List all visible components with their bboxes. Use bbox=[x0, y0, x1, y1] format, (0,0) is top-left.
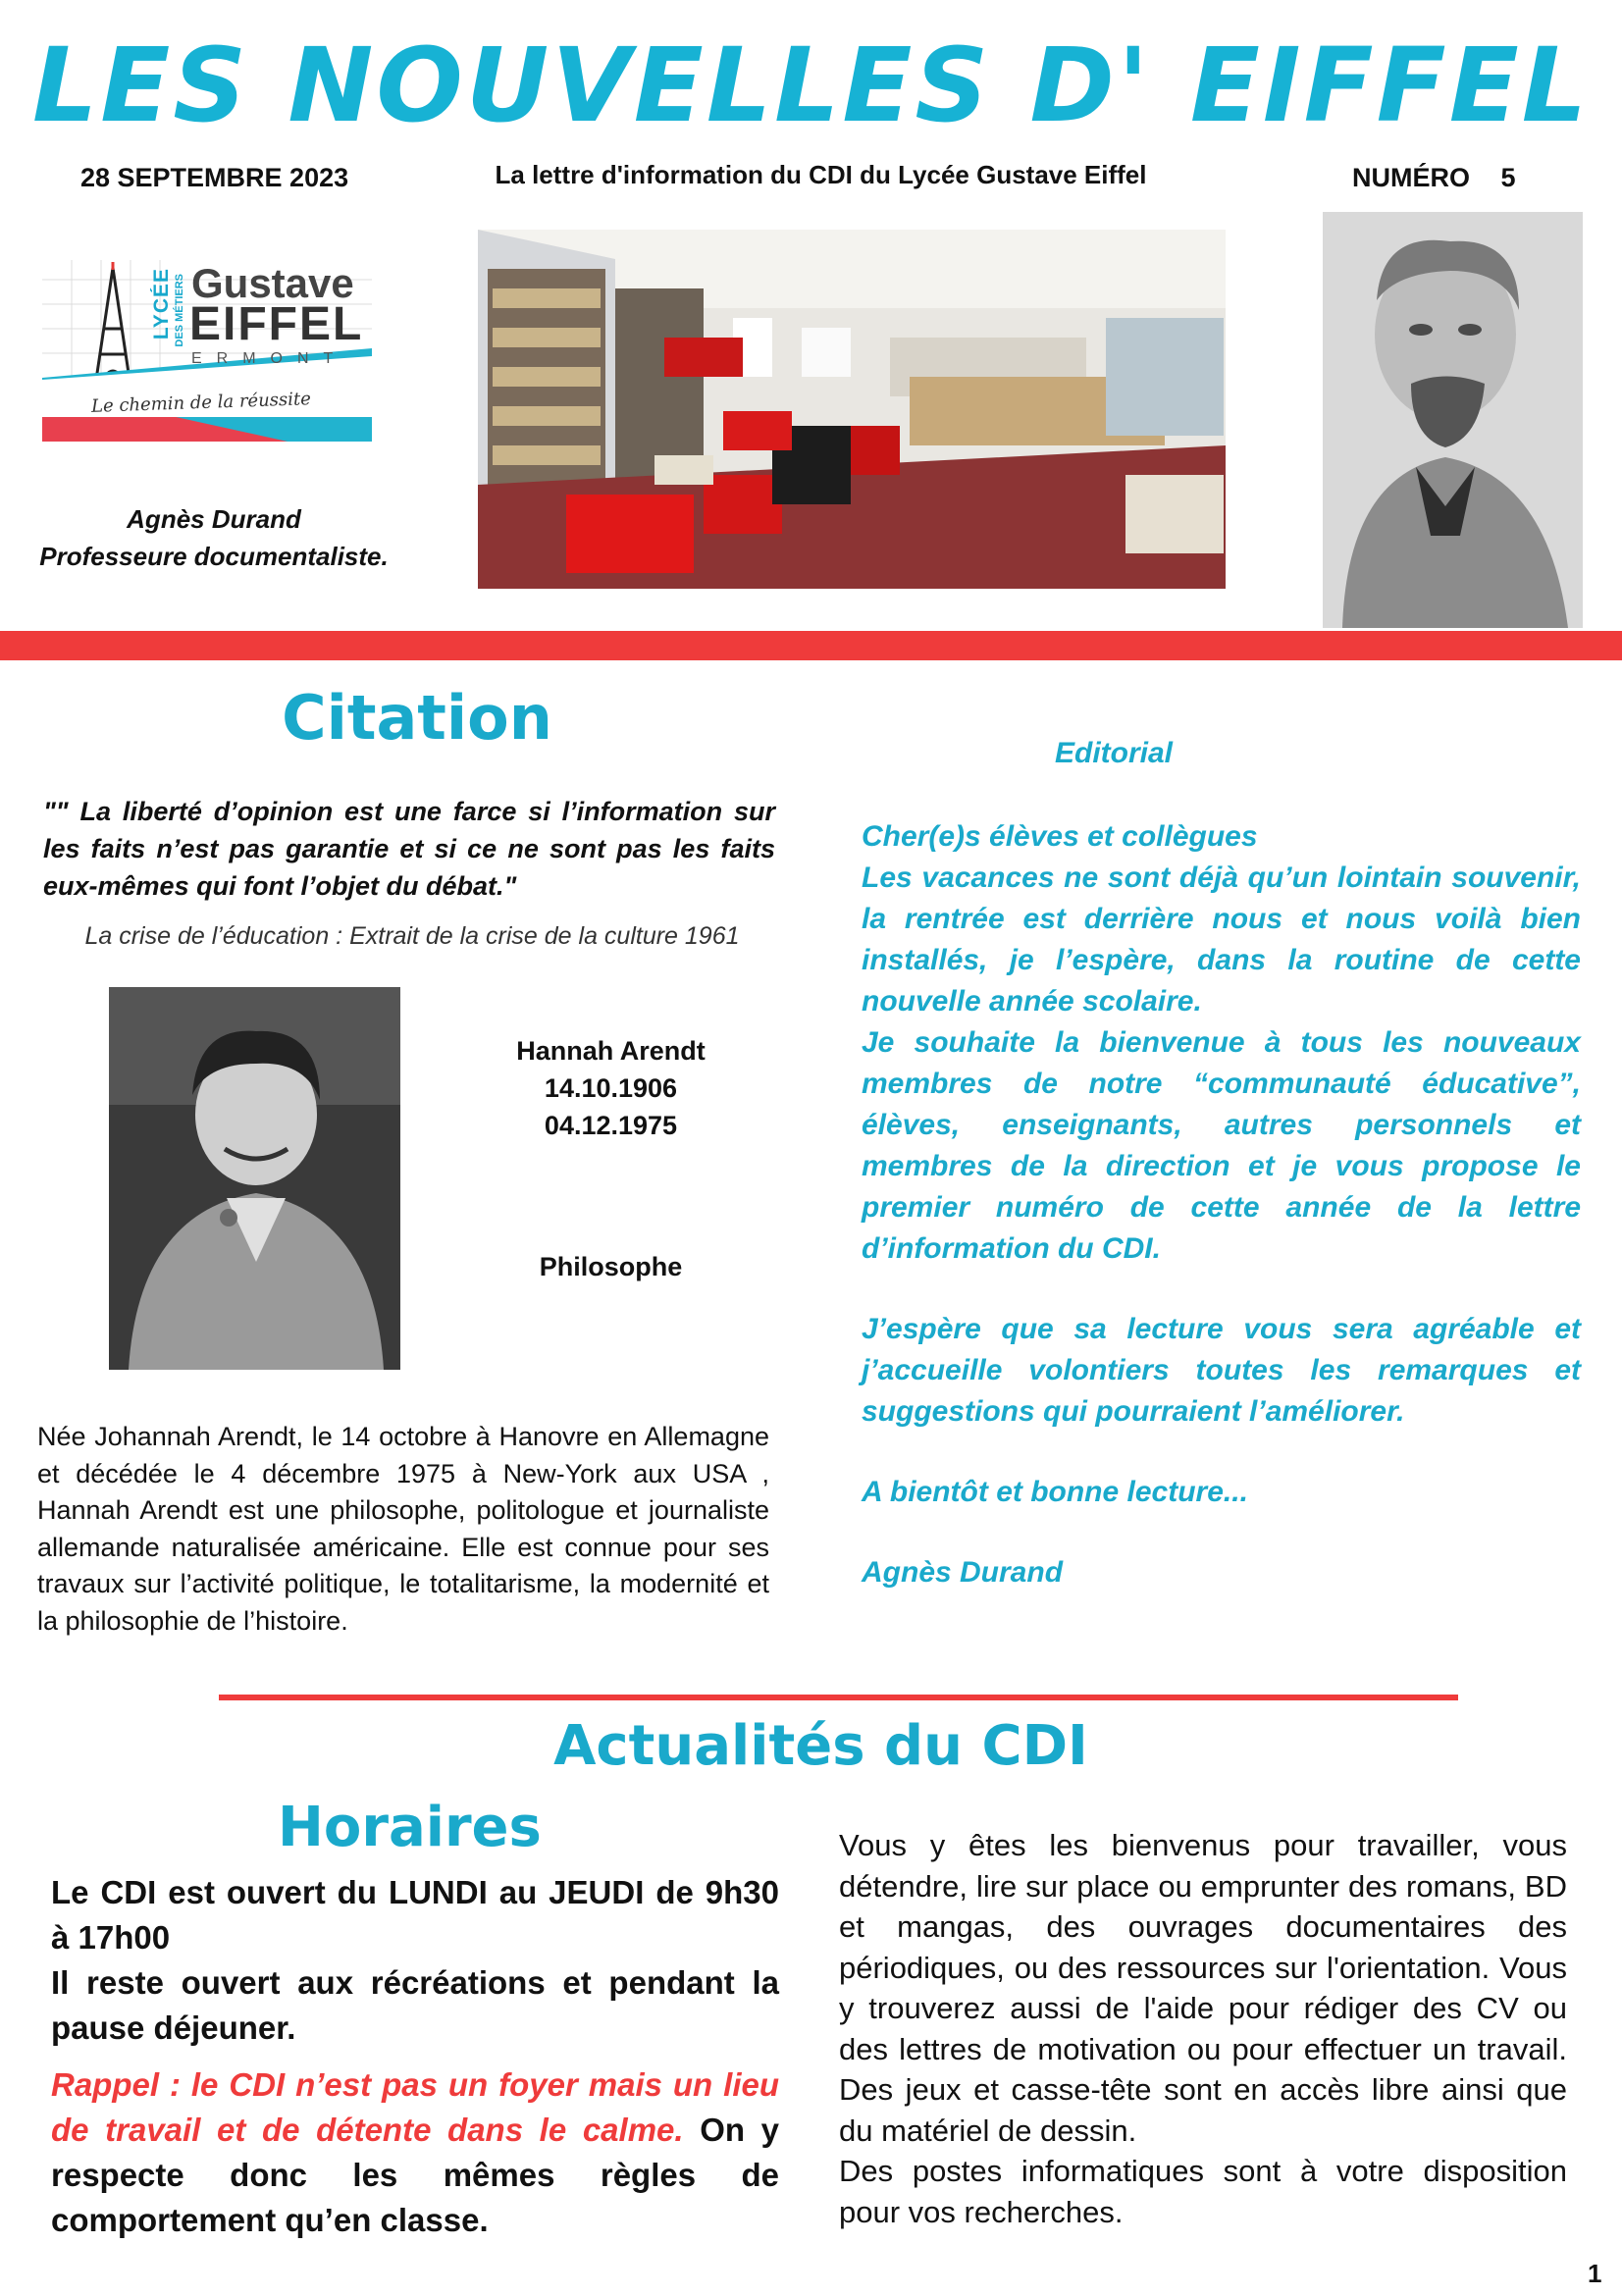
logo-metiers-text: DES MÉTIERS bbox=[174, 274, 185, 347]
author-role: Professeure documentaliste. bbox=[39, 542, 389, 571]
reminder-text: Rappel : le CDI n’est pas un foyer mais un lieu de travail et de détente dans le calme. bbox=[51, 2066, 779, 2148]
editorial-signature: Agnès Durand bbox=[862, 1556, 1064, 1589]
break-opening: Il reste ouvert aux récréations et pendant la pause déjeuner. bbox=[51, 1964, 779, 2046]
hannah-arendt-photo bbox=[109, 987, 400, 1370]
issue-number: 5 bbox=[1500, 163, 1516, 192]
arendt-name: Hannah Arendt bbox=[516, 1036, 706, 1066]
library-photo bbox=[478, 230, 1226, 589]
author-name: Agnès Durand bbox=[127, 504, 301, 534]
editorial-body bbox=[862, 816, 1581, 1593]
editorial-paragraph-3: J’espère que sa lecture vous sera agréable et j’accueille volontiers toutes les remarques et suggestions qui pourraient l’améliorer. bbox=[862, 1313, 1581, 1428]
arendt-death-date: 04.12.1975 bbox=[544, 1111, 678, 1140]
editorial-heading: Editorial bbox=[1054, 737, 1174, 769]
horaires-block bbox=[51, 1870, 779, 2243]
actualites-heading: Actualités du CDI bbox=[553, 1714, 1088, 1778]
services-description: Vous y êtes les bienvenus pour travailler, vous détendre, lire sur place ou emprunter des romans, BD et mangas, des ouvrages documentaires des périodiques, ou des ressources sur l'orientation. Vous y trouverez aussi de l'aide pour rédiger des CV ou des lettres de motivation ou pour effectuer un travail. Des jeux et casse-tête sont en accès libre ainsi que du matériel de dessin. bbox=[839, 1828, 1567, 2148]
editorial-paragraph-1: Les vacances ne sont déjà qu’un lointain souvenir, la rentrée est derrière nous et nous voilà bien installés, je l’espère, dans la routine de cette nouvelle année scolaire. bbox=[862, 861, 1581, 1018]
gustave-eiffel-portrait bbox=[1323, 212, 1583, 628]
newsletter-title: LES NOUVELLES D' EIFFEL bbox=[31, 26, 1591, 145]
arendt-biography: Née Johannah Arendt, le 14 octobre à Hanovre en Allemagne et décédée le 4 décembre 1975 à New-York aux USA , Hannah Arendt est une philosophe, politologue et journaliste allemande naturalisée américaine. Elle est connue pour ses travaux sur l’activité politique, le totalitarisme, la modernité et la philosophie de l’histoire. bbox=[37, 1422, 769, 1636]
author-block bbox=[20, 500, 408, 575]
horaires-heading: Horaires bbox=[278, 1796, 542, 1859]
logo-name-gustave: Gustave bbox=[191, 260, 354, 306]
citation-quote: "" La liberté d’opinion est une farce si l’information sur les faits n’est pas garantie et si ce ne sont pas les faits eux-mêmes qui font l’objet du débat." bbox=[43, 797, 775, 901]
newsletter-subtitle: La lettre d'information du CDI du Lycée Gustave Eiffel bbox=[495, 160, 1147, 189]
logo-name-eiffel: EIFFEL bbox=[189, 298, 364, 350]
page-number: 1 bbox=[1588, 2259, 1602, 2288]
section-divider-bar bbox=[0, 631, 1622, 660]
logo-lycee-text: LYCÉE bbox=[150, 268, 173, 340]
rules-text: On y respecte donc les mêmes règles de comportement qu’en classe. bbox=[51, 2112, 779, 2238]
issue-number-block bbox=[1352, 163, 1516, 193]
arendt-birth-date: 14.10.1906 bbox=[544, 1073, 678, 1103]
school-logo bbox=[42, 260, 372, 442]
citation-heading: Citation bbox=[282, 682, 552, 754]
logo-city: ERMONT bbox=[191, 350, 348, 367]
issue-label: NUMÉRO bbox=[1352, 163, 1470, 192]
logo-slogan: Le chemin de la réussite bbox=[90, 389, 312, 417]
arendt-profession: Philosophe bbox=[539, 1252, 683, 1281]
arendt-info bbox=[451, 1032, 770, 1144]
citation-source: La crise de l’éducation : Extrait de la crise de la culture 1961 bbox=[84, 922, 740, 950]
editorial-paragraph-4: A bientôt et bonne lecture... bbox=[862, 1476, 1248, 1508]
rules-paragraph bbox=[51, 2062, 779, 2243]
issue-date: 28 SEPTEMBRE 2023 bbox=[80, 163, 349, 192]
services-block bbox=[839, 1825, 1567, 2232]
actualites-divider bbox=[219, 1695, 1458, 1700]
editorial-greeting: Cher(e)s élèves et collègues bbox=[862, 820, 1258, 853]
opening-hours: Le CDI est ouvert du LUNDI au JEUDI de 9h30 à 17h00 bbox=[51, 1874, 779, 1956]
editorial-paragraph-2: Je souhaite la bienvenue à tous les nouveaux membres de notre “communauté éducative”, élèves, enseignants, autres personnels et membres de la direction et je vous propose le premier numéro de cette année de la lettre d’information du CDI. bbox=[862, 1026, 1581, 1265]
computers-info: Des postes informatiques sont à votre disposition pour vos recherches. bbox=[839, 2154, 1567, 2229]
